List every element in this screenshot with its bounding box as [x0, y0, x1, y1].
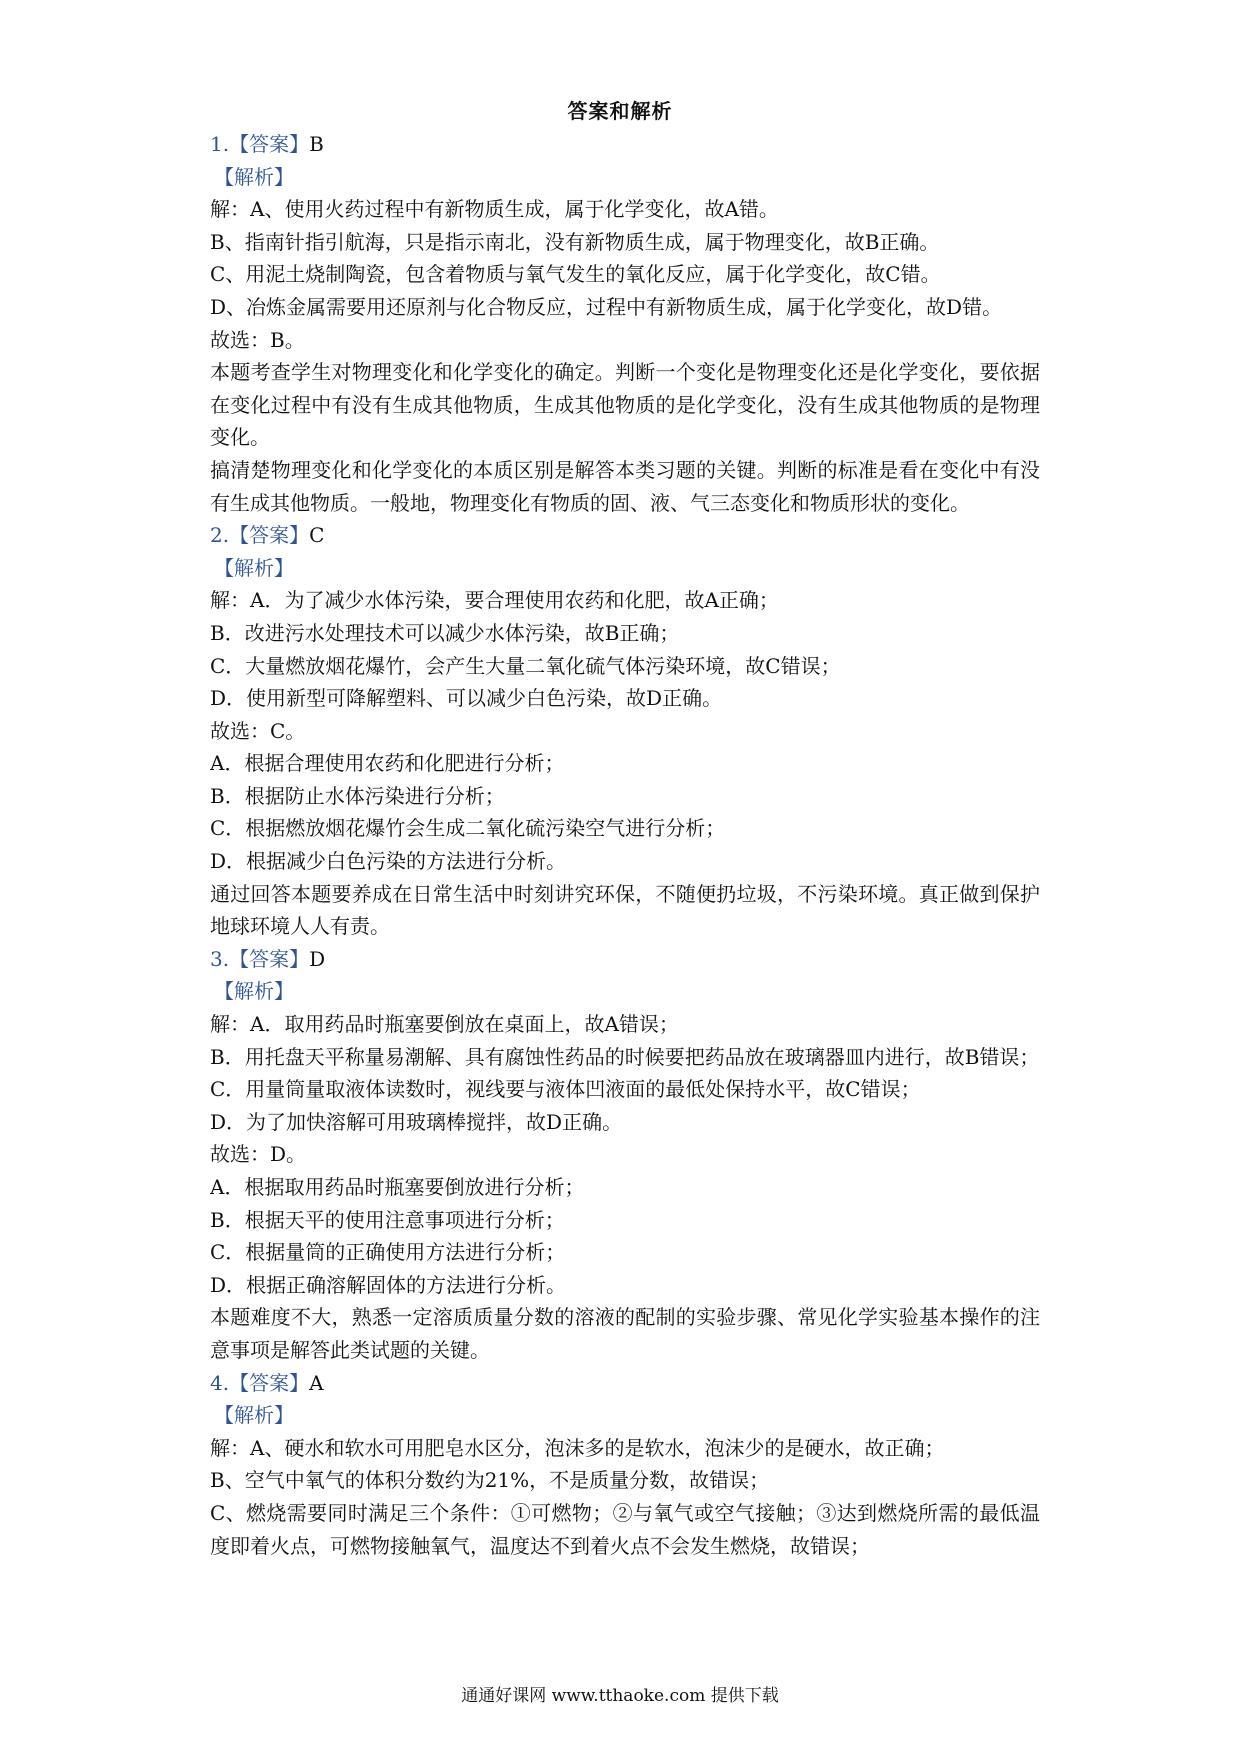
analysis-line: D．根据正确溶解固体的方法进行分析。 [210, 1272, 567, 1297]
analysis-line: C．用量筒量取液体读数时，视线要与液体凹液面的最低处保持水平，故C错误； [210, 1077, 921, 1102]
question-number: 4. [210, 1370, 230, 1395]
comment-paragraph: 搞清楚物理变化和化学变化的本质区别是解答本类习题的关键。判断的标准是看在变化中有没有生成其他物质。一般地，物理变化有物质的固、液、气三态变化和物质形状的变化。 [210, 457, 1040, 515]
page-footer: 通通好课网 www.tthaoke.com 提供下载 [461, 1686, 779, 1706]
question-number: 3. [210, 946, 230, 971]
answer-value: C [309, 523, 325, 548]
analysis-tag: 【解析】 [214, 555, 294, 580]
answer-value: A [309, 1370, 324, 1395]
answer-line [210, 943, 1040, 976]
analysis-line: B．根据天平的使用注意事项进行分析； [210, 1207, 565, 1232]
question-block-3 [210, 943, 1040, 1367]
analysis-line: 解：A、硬水和软水可用肥皂水区分，泡沫多的是软水，泡沫少的是硬水，故正确； [210, 1435, 945, 1460]
analysis-line: B．改进污水处理技术可以减少水体污染，故B正确； [210, 620, 680, 645]
analysis-line: C、燃烧需要同时满足三个条件：①可燃物；②与氧气或空气接触；③达到燃烧所需的最低温度即着火点，可燃物接触氧气，温度达不到着火点不会发生燃烧，故错误； [210, 1500, 1040, 1558]
choice-line: 故选：B。 [210, 327, 305, 352]
comment-paragraph: 本题考查学生对物理变化和化学变化的确定。判断一个变化是物理变化还是化学变化，要依据在变化过程中有没有生成其他物质，生成其他物质的是化学变化，没有生成其他物质的是物理变化。 [210, 360, 1040, 450]
answer-tag: 【答案】 [229, 132, 310, 156]
analysis-line: B．用托盘天平称量易潮解、具有腐蚀性药品的时候要把药品放在玻璃器皿内进行，故B错误； [210, 1044, 1040, 1069]
answer-line [210, 128, 1040, 161]
analysis-line: C．大量燃放烟花爆竹，会产生大量二氧化硫气体污染环境，故C错误； [210, 653, 841, 678]
analysis-line: B、指南针指引航海，只是指示南北，没有新物质生成，属于物理变化，故B正确。 [210, 229, 940, 254]
question-number: 1. [210, 132, 230, 156]
analysis-line: C．根据量筒的正确使用方法进行分析； [210, 1240, 566, 1265]
answer-line [210, 1367, 1040, 1400]
question-block-1 [210, 128, 1040, 519]
analysis-line: D、冶炼金属需要用还原剂与化合物反应，过程中有新物质生成，属于化学变化，故D错。 [210, 294, 1003, 319]
comment-paragraph: 本题难度不大，熟悉一定溶质质量分数的溶液的配制的实验步骤、常见化学实验基本操作的注意事项是解答此类试题的关键。 [210, 1305, 1040, 1362]
analysis-line: 解：A．为了减少水体污染，要合理使用农药和化肥，故A正确； [210, 588, 779, 613]
question-block-2 [210, 519, 1040, 943]
answer-line [210, 519, 1040, 552]
answer-tag: 【答案】 [229, 523, 310, 548]
analysis-line: D．根据减少白色污染的方法进行分析。 [210, 849, 567, 874]
analysis-tag: 【解析】 [214, 164, 294, 189]
comment-paragraph: 通过回答本题要养成在日常生活中时刻讲究环保，不随便扔垃圾，不污染环境。真正做到保护地球环境人人有责。 [210, 881, 1040, 939]
analysis-line: 解：A、使用火药过程中有新物质生成，属于化学变化，故A错。 [210, 197, 779, 222]
page-title: 答案和解析 [567, 99, 673, 123]
answer-value: B [309, 132, 324, 156]
answer-content [210, 128, 1040, 1562]
analysis-line: D．为了加快溶解可用玻璃棒搅拌，故D正确。 [210, 1109, 623, 1134]
analysis-tag: 【解析】 [214, 979, 294, 1004]
analysis-line: A．根据合理使用农药和化肥进行分析； [210, 751, 565, 776]
analysis-line: C、用泥土烧制陶瓷，包含着物质与氧气发生的氧化反应，属于化学变化，故C错。 [210, 262, 941, 287]
answer-value: D [309, 946, 326, 971]
analysis-line: C．根据燃放烟花爆竹会生成二氧化硫污染空气进行分析； [210, 816, 726, 841]
analysis-line: 解：A．取用药品时瓶塞要倒放在桌面上，故A错误； [210, 1012, 679, 1037]
analysis-line: D．使用新型可降解塑料、可以减少白色污染，故D正确。 [210, 686, 723, 711]
answer-tag: 【答案】 [229, 946, 310, 971]
choice-line: 故选：C。 [210, 718, 306, 743]
question-block-4 [210, 1367, 1040, 1563]
question-number: 2. [210, 523, 230, 548]
analysis-line: B．根据防止水体污染进行分析； [210, 783, 505, 808]
choice-line: 故选：D。 [210, 1142, 307, 1167]
analysis-line: A．根据取用药品时瓶塞要倒放进行分析； [210, 1175, 585, 1199]
answer-tag: 【答案】 [229, 1370, 310, 1395]
analysis-line: B、空气中氧气的体积分数约为21%，不是质量分数，故错误； [210, 1468, 770, 1493]
analysis-tag: 【解析】 [214, 1403, 294, 1428]
